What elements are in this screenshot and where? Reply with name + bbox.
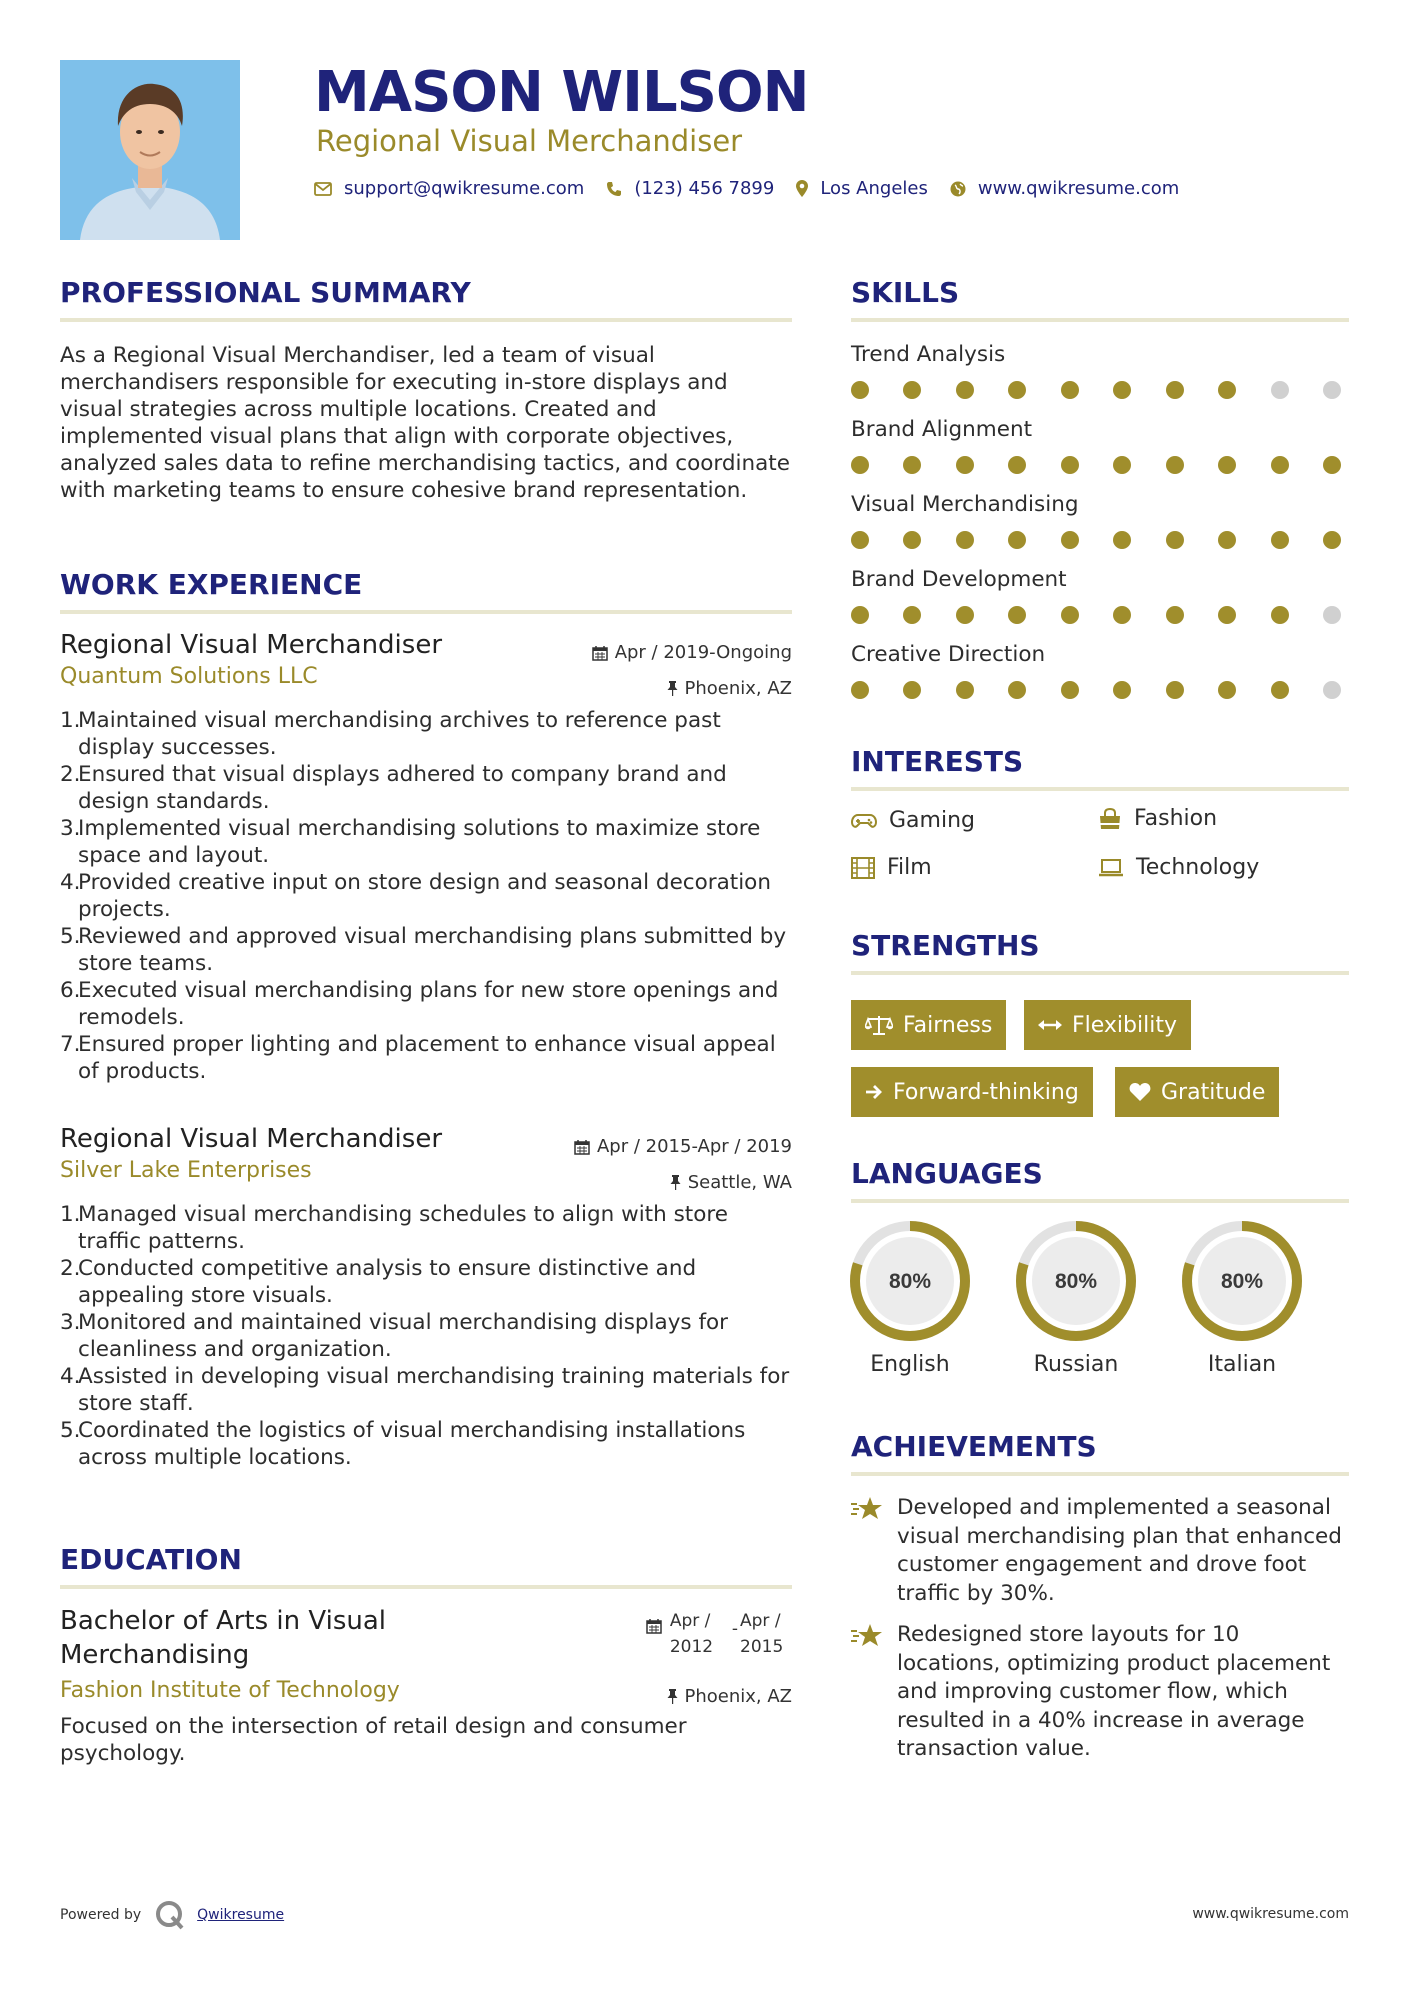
skill-dot-filled: [1218, 606, 1236, 624]
skill-dot-empty: [1323, 681, 1341, 699]
language-item: [1181, 1220, 1303, 1377]
balance-scale-icon: [865, 1014, 893, 1036]
interests-divider: [851, 787, 1349, 791]
interest-label: Gaming: [889, 808, 975, 833]
job-entry-1: [60, 630, 792, 1100]
job-location-text: Phoenix, AZ: [684, 678, 792, 699]
pushpin-icon: [667, 1689, 678, 1704]
job-title: Regional Visual Merchandiser: [60, 1124, 443, 1154]
skill-dot-filled: [851, 381, 869, 399]
skill-dot-filled: [903, 381, 921, 399]
footer-powered-by: [60, 1900, 284, 1930]
duty-item: 5. Coordinated the logistics of visual merchandising installations across multiple locations.: [60, 1418, 746, 1470]
languages-divider: [851, 1199, 1349, 1203]
skill-item: [851, 567, 1349, 642]
skill-dot-filled: [1061, 606, 1079, 624]
skill-dot-filled: [1113, 531, 1131, 549]
skill-dot-filled: [1218, 381, 1236, 399]
language-ring: [849, 1220, 971, 1342]
duty-item: 7. Ensured proper lighting and placement to enhance visual appeal of products.: [60, 1032, 776, 1084]
skill-dot-filled: [1218, 681, 1236, 699]
calendar-icon: [646, 1618, 662, 1660]
profile-photo: [60, 60, 240, 240]
language-item: [1015, 1220, 1137, 1377]
footer-website[interactable]: www.qwikresume.com: [1192, 1906, 1349, 1922]
skill-dot-filled: [956, 531, 974, 549]
skill-dot-filled: [1061, 456, 1079, 474]
school-name: Fashion Institute of Technology: [60, 1678, 400, 1703]
job-entry-2: [60, 1124, 792, 1504]
end-date: Apr / 2015: [740, 1611, 784, 1657]
contact-phone[interactable]: (123) 456 7899: [634, 178, 775, 199]
duty-item: 4. Provided creative input on store design and seasonal decoration projects.: [60, 870, 771, 922]
film-icon: [851, 857, 875, 879]
strength-tag: [1115, 1067, 1279, 1117]
job-dates: [592, 642, 792, 663]
skill-dot-empty: [1271, 381, 1289, 399]
skill-dot-empty: [1323, 381, 1341, 399]
job-company: Silver Lake Enterprises: [60, 1158, 312, 1183]
summary-divider: [60, 318, 792, 322]
achievement-item: [851, 1621, 1349, 1764]
calendar-icon: [592, 645, 608, 661]
strength-label: Fairness: [903, 1012, 993, 1038]
duty-item: 3. Monitored and maintained visual merchandising displays for cleanliness and organization.: [60, 1310, 729, 1362]
language-ring: [1015, 1220, 1137, 1342]
job-title: Regional Visual Merchandiser: [60, 630, 443, 660]
duty-item: 6. Executed visual merchandising plans for new store openings and remodels.: [60, 978, 779, 1030]
interest-item: [851, 808, 975, 833]
interest-label: Film: [887, 855, 932, 880]
skill-dot-filled: [1166, 381, 1184, 399]
language-name: English: [870, 1352, 950, 1377]
language-name: Russian: [1033, 1352, 1119, 1377]
skill-dot-filled: [1113, 681, 1131, 699]
job-duties: [60, 1201, 792, 1471]
skill-name: Trend Analysis: [851, 342, 1006, 367]
duty-item: 2. Ensured that visual displays adhered to company brand and design standards.: [60, 762, 727, 814]
interest-label: Fashion: [1134, 806, 1218, 831]
skill-dot-filled: [1166, 456, 1184, 474]
job-location: [667, 678, 793, 699]
skill-dot-filled: [1218, 531, 1236, 549]
skill-dot-filled: [1061, 381, 1079, 399]
education-dates: [646, 1608, 792, 1660]
duty-item: 1. Maintained visual merchandising archives to reference past display successes.: [60, 708, 721, 760]
education-location: [667, 1686, 793, 1707]
education-heading: EDUCATION: [60, 1543, 242, 1576]
skill-dot-filled: [1061, 681, 1079, 699]
summary-heading: PROFESSIONAL SUMMARY: [60, 276, 471, 309]
candidate-name: MASON WILSON: [314, 60, 809, 125]
language-name: Italian: [1207, 1352, 1277, 1377]
job-location: [670, 1172, 792, 1193]
skill-dot-filled: [1113, 381, 1131, 399]
education-description: Focused on the intersection of retail design and consumer psychology.: [60, 1714, 687, 1766]
shopping-bag-icon: [1098, 808, 1122, 830]
strength-label: Gratitude: [1161, 1079, 1266, 1105]
skill-rating: [851, 381, 1341, 399]
education-divider: [60, 1585, 792, 1589]
skill-dot-empty: [1323, 606, 1341, 624]
skill-dot-filled: [1323, 531, 1341, 549]
contact-bar: [314, 178, 1201, 199]
job-duties: [60, 707, 792, 1085]
laptop-icon: [1098, 858, 1124, 878]
language-percent: 80%: [1054, 1270, 1098, 1293]
powered-by-label: Powered by: [60, 1907, 142, 1923]
skill-name: Brand Alignment: [851, 417, 1033, 442]
skill-dot-filled: [1008, 606, 1026, 624]
duty-item: 2. Conducted competitive analysis to ensure distinctive and appealing store visuals.: [60, 1256, 697, 1308]
skill-dot-filled: [851, 456, 869, 474]
skill-dot-filled: [1323, 456, 1341, 474]
star-icon: [851, 1494, 897, 1608]
job-location-text: Seattle, WA: [687, 1172, 792, 1193]
strengths-heading: STRENGTHS: [851, 929, 1040, 962]
skill-dot-filled: [956, 681, 974, 699]
language-percent: 80%: [888, 1270, 932, 1293]
skill-dot-filled: [1008, 681, 1026, 699]
language-item: [849, 1220, 971, 1377]
candidate-title: Regional Visual Merchandiser: [316, 124, 743, 158]
strength-label: Forward-thinking: [893, 1079, 1079, 1105]
skill-dot-filled: [1271, 456, 1289, 474]
summary-text: As a Regional Visual Merchandiser, led a team of visual merchandisers responsible for executing in-store displays and visual strategies across multiple locations. Created and implemented visual plans that align with corporate objectives, analyzed sales data to refine merchandising tactics, and coordinate with marketing teams to ensure cohesive brand representation.: [60, 343, 790, 503]
strength-tag: [851, 1067, 1093, 1117]
skill-dot-filled: [1166, 606, 1184, 624]
envelope-icon: [314, 182, 332, 196]
education-location-text: Phoenix, AZ: [684, 1686, 792, 1707]
duty-item: 3. Implemented visual merchandising solutions to maximize store space and layout.: [60, 816, 761, 868]
contact-website[interactable]: www.qwikresume.com: [977, 178, 1180, 199]
skill-dot-filled: [1113, 456, 1131, 474]
skill-dot-filled: [1113, 606, 1131, 624]
skills-heading: SKILLS: [851, 276, 960, 309]
skill-dot-filled: [1008, 381, 1026, 399]
job-company: Quantum Solutions LLC: [60, 664, 318, 689]
skill-dot-filled: [851, 531, 869, 549]
achievements-divider: [851, 1472, 1349, 1476]
degree-title: Bachelor of Arts in Visual Merchandising: [60, 1606, 387, 1670]
contact-email[interactable]: support@qwikresume.com: [344, 178, 585, 199]
skill-dot-filled: [1166, 681, 1184, 699]
skill-dot-filled: [903, 681, 921, 699]
interest-item: [1098, 855, 1259, 880]
skill-dot-filled: [851, 606, 869, 624]
star-icon: [851, 1621, 897, 1764]
strength-label: Flexibility: [1072, 1012, 1177, 1038]
interest-label: Technology: [1136, 855, 1260, 880]
language-ring: [1181, 1220, 1303, 1342]
achievement-item: [851, 1494, 1349, 1608]
calendar-icon: [574, 1139, 590, 1155]
skill-item: [851, 642, 1349, 717]
achievements-heading: ACHIEVEMENTS: [851, 1430, 1097, 1463]
skill-dot-filled: [956, 606, 974, 624]
skill-name: Visual Merchandising: [851, 492, 1079, 517]
skill-dot-filled: [903, 456, 921, 474]
contact-location: Los Angeles: [820, 178, 928, 199]
interest-item: [851, 855, 932, 880]
skill-dot-filled: [1271, 681, 1289, 699]
interest-item: [1098, 806, 1217, 831]
qwikresume-link[interactable]: Qwikresume: [197, 1907, 285, 1923]
arrows-horizontal-icon: [1038, 1019, 1062, 1031]
skill-dot-filled: [956, 381, 974, 399]
skill-rating: [851, 681, 1341, 699]
pushpin-icon: [670, 1175, 681, 1190]
skill-dot-filled: [1218, 456, 1236, 474]
skill-dot-filled: [903, 606, 921, 624]
phone-icon: [606, 181, 622, 197]
skill-dot-filled: [1271, 606, 1289, 624]
job-dates-text: Apr / 2019-Ongoing: [614, 642, 792, 663]
language-percent: 80%: [1220, 1270, 1264, 1293]
interests-heading: INTERESTS: [851, 745, 1024, 778]
duty-item: 5. Reviewed and approved visual merchandising plans submitted by store teams.: [60, 924, 787, 976]
skill-dot-filled: [1271, 531, 1289, 549]
qwikresume-logo-icon: [155, 1900, 185, 1930]
experience-heading: WORK EXPERIENCE: [60, 568, 363, 601]
job-dates-text: Apr / 2015-Apr / 2019: [596, 1136, 792, 1157]
skill-rating: [851, 531, 1341, 549]
skill-item: [851, 342, 1349, 417]
skills-list: [851, 342, 1349, 717]
skill-dot-filled: [1061, 531, 1079, 549]
skill-item: [851, 417, 1349, 492]
skill-dot-filled: [1166, 531, 1184, 549]
skill-dot-filled: [956, 456, 974, 474]
job-dates: [574, 1136, 792, 1157]
arrow-right-icon: [865, 1083, 883, 1101]
map-marker-icon: [796, 180, 808, 197]
gamepad-icon: [851, 813, 877, 829]
strengths-divider: [851, 971, 1349, 975]
globe-icon: [950, 181, 966, 197]
date-separator: -: [731, 1619, 738, 1639]
skill-dot-filled: [851, 681, 869, 699]
skill-name: Creative Direction: [851, 642, 1046, 667]
skill-name: Brand Development: [851, 567, 1067, 592]
duty-item: 4. Assisted in developing visual merchandising training materials for store staff.: [60, 1364, 790, 1416]
experience-divider: [60, 610, 792, 614]
skills-divider: [851, 318, 1349, 322]
strength-tag: [1024, 1000, 1191, 1050]
skill-rating: [851, 456, 1341, 474]
duty-item: 1. Managed visual merchandising schedules to align with store traffic patterns.: [60, 1202, 728, 1254]
education-entry: [60, 1604, 792, 1784]
start-date: Apr / 2012: [669, 1611, 714, 1657]
achievement-text: Developed and implemented a seasonal visual merchandising plan that enhanced customer engagement and drove foot traffic by 30%.: [897, 1495, 1342, 1606]
skill-rating: [851, 606, 1341, 624]
heart-icon: [1129, 1082, 1151, 1102]
languages-heading: LANGUAGES: [851, 1157, 1043, 1190]
skill-dot-filled: [1008, 456, 1026, 474]
skill-item: [851, 492, 1349, 567]
pushpin-icon: [667, 681, 678, 696]
skill-dot-filled: [1008, 531, 1026, 549]
achievement-text: Redesigned store layouts for 10 locations, optimizing product placement and improving customer flow, which resulted in a 40% increase in average transaction value.: [897, 1622, 1331, 1761]
skill-dot-filled: [903, 531, 921, 549]
strength-tag: [851, 1000, 1006, 1050]
